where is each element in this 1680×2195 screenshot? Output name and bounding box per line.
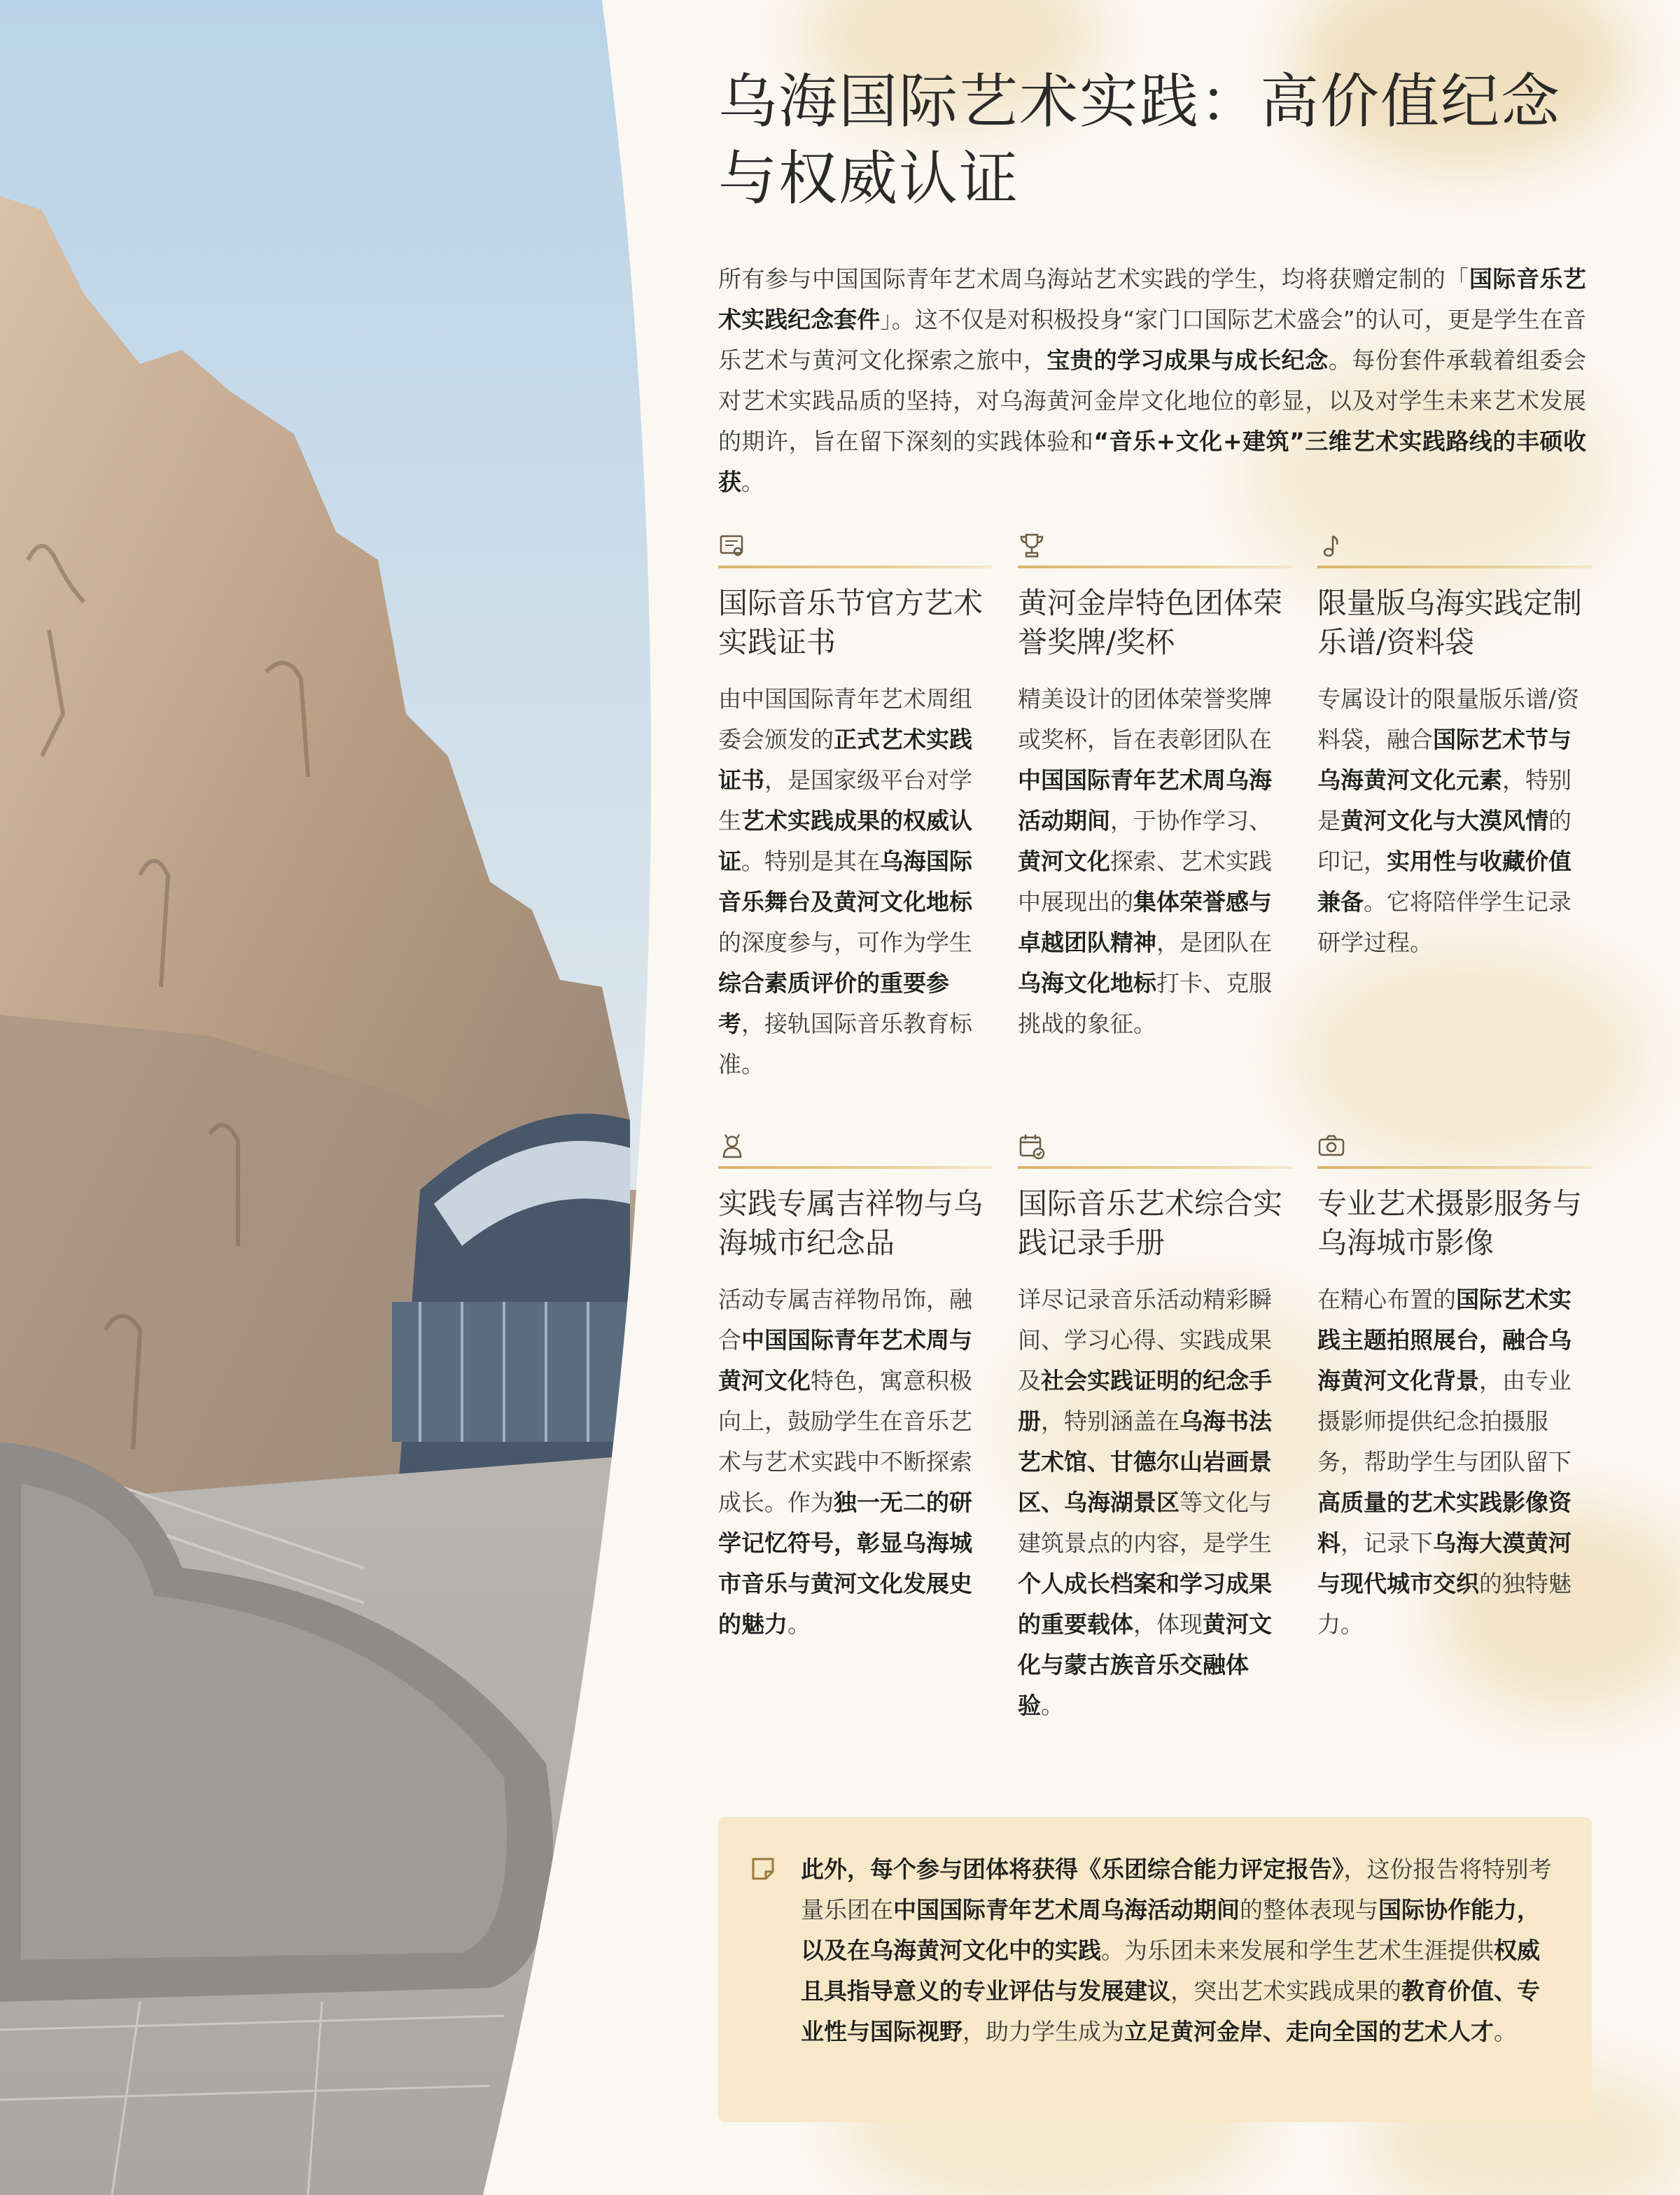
body-text: ，助力学生成为 <box>962 2018 1124 2045</box>
emphasis-text: 国际艺术节与乌海黄河文化元素 <box>1317 726 1572 794</box>
body-text: ，体现 <box>1133 1611 1203 1638</box>
intro-paragraph <box>718 259 1586 503</box>
body-text: 精美设计的团体荣誉奖牌或奖杯，旨在表彰团队在 <box>1018 685 1272 753</box>
body-text: 。特别是其在 <box>741 848 880 875</box>
emphasis-text: 中国国际青年艺术周乌海活动期间 <box>893 1896 1240 1923</box>
card-divider <box>1018 566 1292 568</box>
emphasis-text: 高质量的艺术实践影像资料 <box>1317 1489 1572 1557</box>
emphasis-text: 权威且具指导意义的专业评估与发展建议 <box>801 1937 1540 2005</box>
body-text: 的深度参与，可作为学生 <box>718 929 972 956</box>
body-text: 。 <box>788 1611 811 1638</box>
certificate-icon <box>718 532 993 560</box>
emphasis-text: 正式艺术实践证书 <box>718 726 972 794</box>
body-text: 特色，寓意积极向上，鼓励学生在音乐艺术与艺术实践中不断探索成长。作为 <box>718 1367 972 1516</box>
body-text: 在精心布置的 <box>1317 1286 1456 1313</box>
emphasis-text: 立足黄河金岸、走向全国的艺术人才 <box>1124 2018 1494 2045</box>
emphasis-text: 独一无二的研学记忆符号，彰显乌海城市音乐与黄河文化发展史的魅力 <box>718 1489 972 1638</box>
emphasis-text: 乌海国际音乐舞台及黄河文化地标 <box>718 848 972 916</box>
report-note-text <box>801 1849 1555 2052</box>
card-body <box>1018 1279 1292 1726</box>
body-text: 等文化与建筑景点的内容，是学生 <box>1018 1489 1272 1557</box>
body-text: ，于协作学习、 <box>1110 807 1272 834</box>
body-text: 探索、艺术实践中展现出的 <box>1018 848 1272 916</box>
emphasis-text: 中国国际青年艺术周乌海活动期间 <box>1018 766 1272 834</box>
kit-item-score-bag <box>1317 532 1592 963</box>
card-divider <box>1317 1166 1592 1169</box>
emphasis-text: 集体荣誉感与卓越团队精神 <box>1018 888 1272 956</box>
body-text: 的独特魅力。 <box>1317 1570 1572 1638</box>
body-text: 。每份套件承载着组委会对艺术实践品质的坚持，对乌海黄河金岸文化地位的彰显，以及对学生未来艺术发展的期许，旨在留下深刻的实践体验和 <box>718 346 1587 455</box>
kit-item-certificate <box>718 532 993 1085</box>
music-note-icon <box>1317 532 1592 560</box>
calendar-check-icon <box>1018 1132 1292 1160</box>
body-text: ，是国家级平台对学生 <box>718 766 972 834</box>
card-divider <box>718 566 993 568</box>
kit-item-mascot <box>718 1132 993 1645</box>
body-text: 的整体表现与 <box>1240 1896 1378 1923</box>
body-text: 专属设计的限量版乐谱/资料袋，融合 <box>1317 685 1580 753</box>
card-divider <box>1018 1166 1292 1169</box>
emphasis-text: 综合素质评价的重要参考 <box>718 969 949 1037</box>
emphasis-text: 国际艺术实践主题拍照展台，融合乌海黄河文化背景 <box>1317 1286 1572 1394</box>
body-text: 。为乐团未来发展和学生艺术生涯提供 <box>1101 1937 1494 1964</box>
main-content <box>718 63 1593 526</box>
body-text: ，这份报告将特别考量乐团在 <box>801 1856 1552 1923</box>
body-text: ，是团队在 <box>1156 929 1272 956</box>
card-body <box>718 1279 993 1645</box>
card-title: 专业艺术摄影服务与乌海城市影像 <box>1317 1186 1583 1260</box>
body-text: ，特别是 <box>1317 766 1572 834</box>
body-text: 」。这不仅是对积极投身“家门口国际艺术盛会”的认可，更是学生在音乐艺术与黄河文化探索之旅中， <box>718 306 1587 374</box>
body-text: 的印记， <box>1317 807 1572 875</box>
card-body <box>718 679 993 1085</box>
body-text: 打卡、克服挑战的象征。 <box>1018 969 1272 1037</box>
body-text: ，由专业摄影师提供纪念拍摄服务，帮助学生与团队留下 <box>1317 1367 1572 1475</box>
emphasis-text: 国际协作能力，以及在乌海黄河文化中的实践 <box>801 1896 1540 1964</box>
emphasis-text: 黄河文化与大漠风情 <box>1340 807 1548 834</box>
emphasis-text: “音乐+文化+建筑”三维艺术实践路线的丰硕收获 <box>718 428 1586 496</box>
card-divider <box>1317 566 1592 568</box>
photo-curve-mask <box>0 0 700 2195</box>
card-title: 实践专属吉祥物与乌海城市纪念品 <box>718 1186 983 1260</box>
kit-item-trophy <box>1018 532 1292 1044</box>
kit-item-photography <box>1317 1132 1592 1645</box>
body-text: 。 <box>741 468 764 496</box>
card-body <box>1018 679 1292 1044</box>
emphasis-text: 乌海文化地标 <box>1018 969 1156 997</box>
report-note-box <box>718 1817 1592 2122</box>
emphasis-text: 中国国际青年艺术周与黄河文化 <box>718 1326 972 1394</box>
mascot-icon <box>718 1132 993 1160</box>
emphasis-text: 乌海书法艺术馆、甘德尔山岩画景区、乌海湖景区 <box>1018 1408 1272 1516</box>
page-title: 乌海国际艺术实践：高价值纪念与权威认证 <box>718 67 1562 213</box>
body-text: 。 <box>1041 1692 1064 1719</box>
emphasis-text: 黄河文化与蒙古族音乐交融体验 <box>1018 1611 1272 1719</box>
emphasis-text: 国际音乐艺术实践纪念套件 <box>718 265 1587 333</box>
emphasis-text: 乌海大漠黄河与现代城市交织 <box>1317 1529 1572 1597</box>
card-divider <box>718 1166 993 1169</box>
emphasis-text: 个人成长档案和学习成果的重要载体 <box>1018 1570 1272 1638</box>
emphasis-text: 教育价值、专业性与国际视野 <box>801 1977 1540 2045</box>
emphasis-text: 艺术实践成果的权威认证 <box>718 807 972 875</box>
body-text: ，接轨国际音乐教育标准。 <box>718 1010 972 1078</box>
card-body <box>1317 679 1592 963</box>
kit-item-record-book <box>1018 1132 1292 1726</box>
body-text: ，记录下 <box>1340 1529 1433 1557</box>
card-title: 限量版乌海实践定制乐谱/资料袋 <box>1317 586 1583 659</box>
body-text: 。 <box>1494 2018 1517 2045</box>
emphasis-text: 黄河文化 <box>1018 848 1110 875</box>
card-title: 国际音乐艺术综合实践记录手册 <box>1018 1186 1283 1260</box>
emphasis-text: 社会实践证明的纪念手册 <box>1018 1367 1272 1435</box>
body-text: 。它将陪伴学生记录研学过程。 <box>1317 888 1572 956</box>
body-text: ，特别涵盖在 <box>1041 1408 1180 1435</box>
body-text: 由中国国际青年艺术周组委会颁发的 <box>718 685 972 753</box>
card-body <box>1317 1279 1592 1645</box>
card-title: 国际音乐节官方艺术实践证书 <box>718 586 983 659</box>
card-title: 黄河金岸特色团体荣誉奖牌/奖杯 <box>1018 586 1283 659</box>
note-icon <box>749 1855 777 1886</box>
camera-icon <box>1317 1132 1592 1160</box>
body-text: 详尽记录音乐活动精彩瞬间、学习心得、实践成果及 <box>1018 1286 1272 1394</box>
emphasis-text: 此外，每个参与团体将获得《乐团综合能力评定报告》 <box>801 1856 1344 1883</box>
emphasis-text: 实用性与收藏价值兼备 <box>1317 848 1572 916</box>
body-text: ，突出艺术实践成果的 <box>1170 1977 1401 2005</box>
emphasis-text: 宝贵的学习成果与成长纪念 <box>1046 346 1329 374</box>
body-text: 所有参与中国国际青年艺术周乌海站艺术实践的学生，均将获赠定制的「 <box>718 265 1469 293</box>
body-text: 活动专属吉祥物吊饰，融合 <box>718 1286 972 1354</box>
trophy-icon <box>1018 532 1292 560</box>
